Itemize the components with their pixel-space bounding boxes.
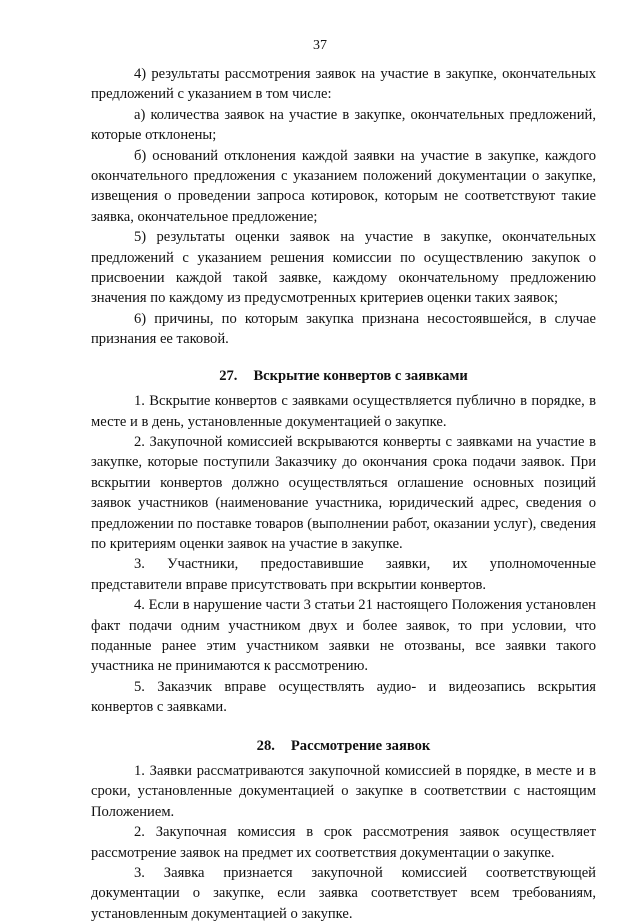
section-27-paragraph: 2. Закупочной комиссией вскрываются конверты с заявками на участие в закупке, которые поступили Заказчику до окончания срока подачи заявок. При вскрытии конвертов должно осуществляться оглашение основных позиций заявок участников (наименование участника, юридический адрес, сведения о предложении по поставке товаров (выполнении работ, оказании услуг), сведения по критериям оценки заявок на участие в закупке. [91,433,596,552]
section-28-heading [91,736,596,756]
section-28-paragraph: 2. Закупочная комиссия в срок рассмотрения заявок осуществляет рассмотрение заявок на предмет их соответствия документации о закупке. [91,824,596,861]
page-content [91,64,596,924]
list-item: а) количества заявок на участие в закупке, окончательных предложений, которые отклонены; [91,106,596,144]
page-number: 37 [313,38,327,53]
section-27-title: Вскрытие конвертов с заявками [253,367,468,384]
section-28-paragraph: 3. Заявка признается закупочной комиссией соответствующей документации о закупке, если заявка соответствует всем требованиям, установленным документацией о закупке. [91,865,596,922]
section-27-paragraph: 5. Заказчик вправе осуществлять аудио- и видеозапись вскрытия конвертов с заявками. [91,678,596,716]
section-28-title: Рассмотрение заявок [290,737,431,754]
section-27-paragraph: 1. Вскрытие конвертов с заявками осуществляется публично в порядке, в месте и в день, установленные документацией о закупке. [91,393,596,430]
section-28-paragraph: 1. Заявки рассматриваются закупочной комиссией в порядке, в месте и в сроки, установленные документацией о закупке в соответствии с настоящим Положением. [91,763,596,820]
list-item: 6) причины, по которым закупка признана несостоявшейся, в случае признания ее таковой. [91,310,596,348]
section-27-paragraph: 3. Участники, предоставившие заявки, их уполномоченные представители вправе присутствовать при вскрытии конвертов. [91,556,596,593]
section-28-number: 28. [256,737,275,754]
list-item: 5) результаты оценки заявок на участие в закупке, окончательных предложений с указанием решения комиссии по осуществлению закупок о присвоении каждой такой заявке, каждому окончательному предложению значения по каждому из предусмотренных критериев оценки таких заявок; [91,229,596,307]
list-item: 4) результаты рассмотрения заявок на участие в закупке, окончательных предложений с указанием в том числе: [91,66,596,103]
section-27-number: 27. [219,367,238,384]
section-27-paragraph: 4. Если в нарушение части 3 статьи 21 настоящего Положения установлен факт подачи одним участником двух и более заявок, то при условии, что поданные ранее этим участником заявки не отозваны, все заявки такого участника не принимаются к рассмотрению. [91,597,596,675]
section-27-heading [91,366,596,386]
list-item: б) оснований отклонения каждой заявки на участие в закупке, каждого окончательного предложения с указанием положений документации о закупке, извещения о проведении запроса котировок, которым не соответствуют такие заявка, окончательное предложение; [91,147,596,225]
